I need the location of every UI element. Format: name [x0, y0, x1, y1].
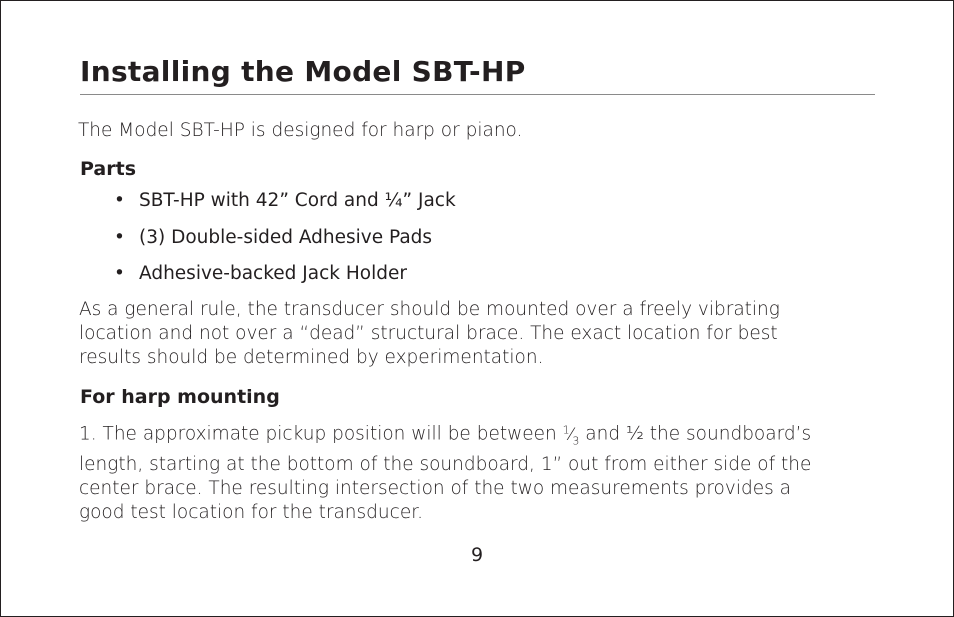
paragraph-line: As a general rule, the transducer should be mounted over a freely vibrating	[79, 299, 780, 320]
paragraph-line	[79, 418, 811, 453]
list-item	[114, 189, 456, 213]
paragraph-line: location and not over a “dead” structural brace. The exact location for best	[79, 323, 778, 344]
list-item-label: (3) Double-sided Adhesive Pads	[139, 227, 433, 248]
harp-mounting-paragraph	[79, 418, 811, 525]
list-item-label: SBT-HP with 42” Cord and ¼” Jack	[139, 190, 456, 211]
paragraph-line: good test location for the transducer.	[79, 502, 423, 524]
parts-heading: Parts	[80, 158, 136, 180]
paragraph-line: length, starting at the bottom of the soundboard, 1” out from either side of the	[79, 454, 812, 476]
step-text: and ½ the soundboard’s	[579, 423, 812, 445]
fraction-slash: ⁄	[569, 424, 573, 445]
bullet-icon: •	[114, 263, 125, 284]
bullet-icon: •	[114, 190, 125, 211]
list-item	[114, 262, 407, 286]
paragraph-line: center brace. The resulting intersection of the two measurements provides a	[79, 478, 791, 500]
list-item	[114, 226, 432, 250]
harp-mounting-heading: For harp mounting	[80, 386, 280, 408]
page-title: Installing the Model SBT-HP	[80, 55, 526, 88]
paragraph-line: results should be determined by experimentation.	[79, 347, 544, 368]
title-rule	[80, 94, 875, 95]
page-number: 9	[470, 544, 484, 566]
fraction-denominator: 3	[572, 434, 580, 448]
bullet-icon: •	[114, 227, 125, 248]
one-third-fraction	[562, 423, 580, 448]
intro-text: The Model SBT-HP is designed for harp or piano.	[78, 120, 523, 141]
general-rule-paragraph	[79, 298, 780, 370]
list-item-label: Adhesive-backed Jack Holder	[139, 263, 407, 284]
step-text: 1. The approximate pickup position will be between	[79, 423, 563, 445]
fraction-numerator: 1	[562, 423, 570, 436]
